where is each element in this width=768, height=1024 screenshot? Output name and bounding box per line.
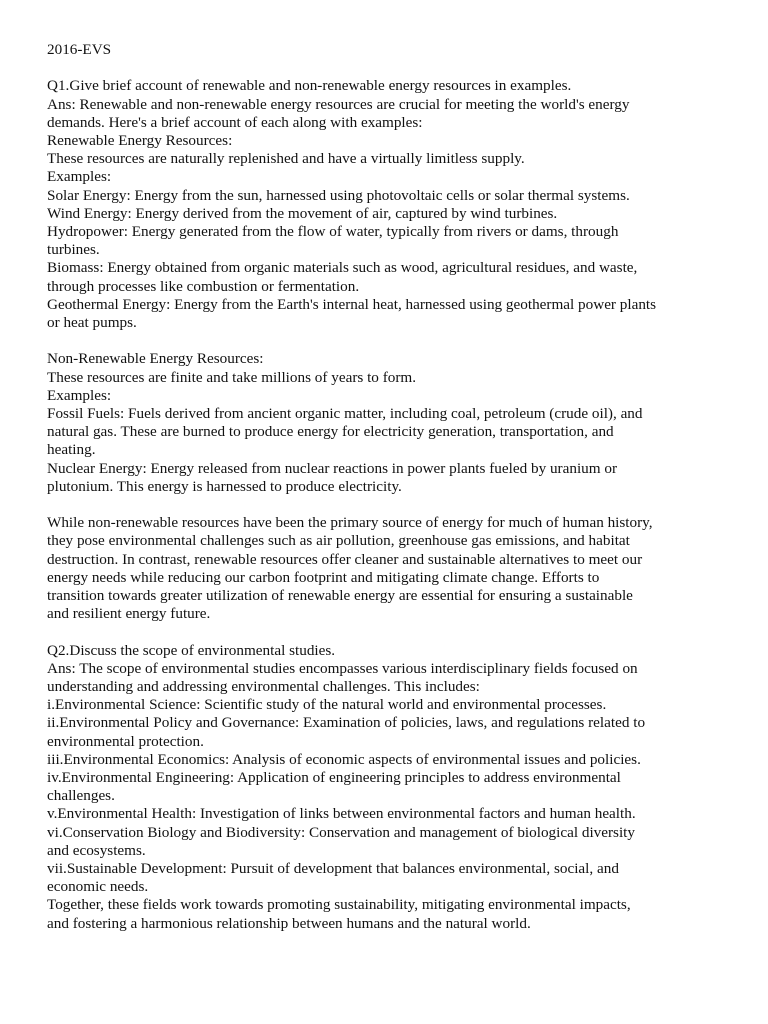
renewable-example-line: or heat pumps. [47,314,137,332]
spacer [47,332,737,350]
renewable-example-line: Wind Energy: Energy derived from the movement of air, captured by wind turbines. [47,204,558,222]
scope-item-line: environmental protection. [47,732,204,750]
nonrenewable-heading: Non-Renewable Energy Resources: [47,350,264,368]
scope-item-line: challenges. [47,787,115,805]
question-1: Q1.Give brief account of renewable and non-renewable energy resources in examples. [47,77,572,95]
q2-answer-line: Ans: The scope of environmental studies encompasses various interdisciplinary fields focused on [47,659,638,677]
conclusion-line: transition towards greater utilization of renewable energy are essential for ensuring a sustainable [47,587,633,605]
scope-item-line: economic needs. [47,878,149,896]
conclusion-line: they pose environmental challenges such as air pollution, greenhouse gas emissions, and habitat [47,532,630,550]
conclusion-line: energy needs while reducing our carbon footprint and mitigating climate change. Efforts to [47,568,600,586]
nonrenewable-example-line: natural gas. These are burned to produce energy for electricity generation, transportation, and [47,423,614,441]
conclusion-line: While non-renewable resources have been the primary source of energy for much of human history, [47,514,653,532]
scope-item-line: ii.Environmental Policy and Governance: Examination of policies, laws, and regulations related to [47,714,646,732]
nonrenewable-example-line: heating. [47,441,96,459]
closing-line: and fostering a harmonious relationship between humans and the natural world. [47,914,531,932]
document-header: 2016-EVS [47,41,112,58]
conclusion-line: destruction. In contrast, renewable resources offer cleaner and sustainable alternatives to meet our [47,550,643,568]
spacer [47,623,737,641]
document-page [47,41,737,933]
scope-item-line: vi.Conservation Biology and Biodiversity: Conservation and management of biological diversity [47,823,635,841]
renewable-example-line: Solar Energy: Energy from the sun, harnessed using photovoltaic cells or solar thermal systems. [47,186,630,204]
closing-line: Together, these fields work towards promoting sustainability, mitigating environmental impacts, [47,896,631,914]
nonrenewable-intro: These resources are finite and take millions of years to form. [47,368,417,386]
question-2: Q2.Discuss the scope of environmental studies. [47,641,336,659]
scope-item-line: i.Environmental Science: Scientific study of the natural world and environmental processes. [47,696,607,714]
renewable-example-line: Biomass: Energy obtained from organic materials such as wood, agricultural residues, and waste, [47,259,638,277]
conclusion-line: and resilient energy future. [47,605,211,623]
nonrenewable-example-line: plutonium. This energy is harnessed to produce electricity. [47,477,402,495]
scope-item-line: iv.Environmental Engineering: Application of engineering principles to address environmental [47,769,621,787]
spacer [47,59,737,77]
q1-answer-line: demands. Here's a brief account of each along with examples: [47,113,423,131]
scope-item-line: v.Environmental Health: Investigation of links between environmental factors and human health. [47,805,636,823]
scope-item-line: vii.Sustainable Development: Pursuit of development that balances environmental, social, and [47,860,619,878]
renewable-example-line: through processes like combustion or fermentation. [47,277,360,295]
renewable-example-line: Hydropower: Energy generated from the flow of water, typically from rivers or dams, through [47,223,619,241]
nonrenewable-example-line: Nuclear Energy: Energy released from nuclear reactions in power plants fueled by uranium or [47,459,618,477]
examples-label: Examples: [47,168,112,186]
q1-answer-line: Ans: Renewable and non-renewable energy resources are crucial for meeting the world's energy [47,95,630,113]
examples-label: Examples: [47,386,112,404]
renewable-example-line: Geothermal Energy: Energy from the Earth's internal heat, harnessed using geothermal power plants [47,295,657,313]
nonrenewable-example-line: Fossil Fuels: Fuels derived from ancient organic matter, including coal, petroleum (crude oil), and [47,405,643,423]
renewable-heading: Renewable Energy Resources: [47,132,233,149]
q2-answer-line: understanding and addressing environmental challenges. This includes: [47,678,480,696]
scope-item-line: iii.Environmental Economics: Analysis of economic aspects of environmental issues and policies. [47,750,641,768]
scope-item-line: and ecosystems. [47,841,146,859]
renewable-intro: These resources are naturally replenished and have a virtually limitless supply. [47,150,525,168]
renewable-example-line: turbines. [47,241,100,259]
spacer [47,496,737,514]
